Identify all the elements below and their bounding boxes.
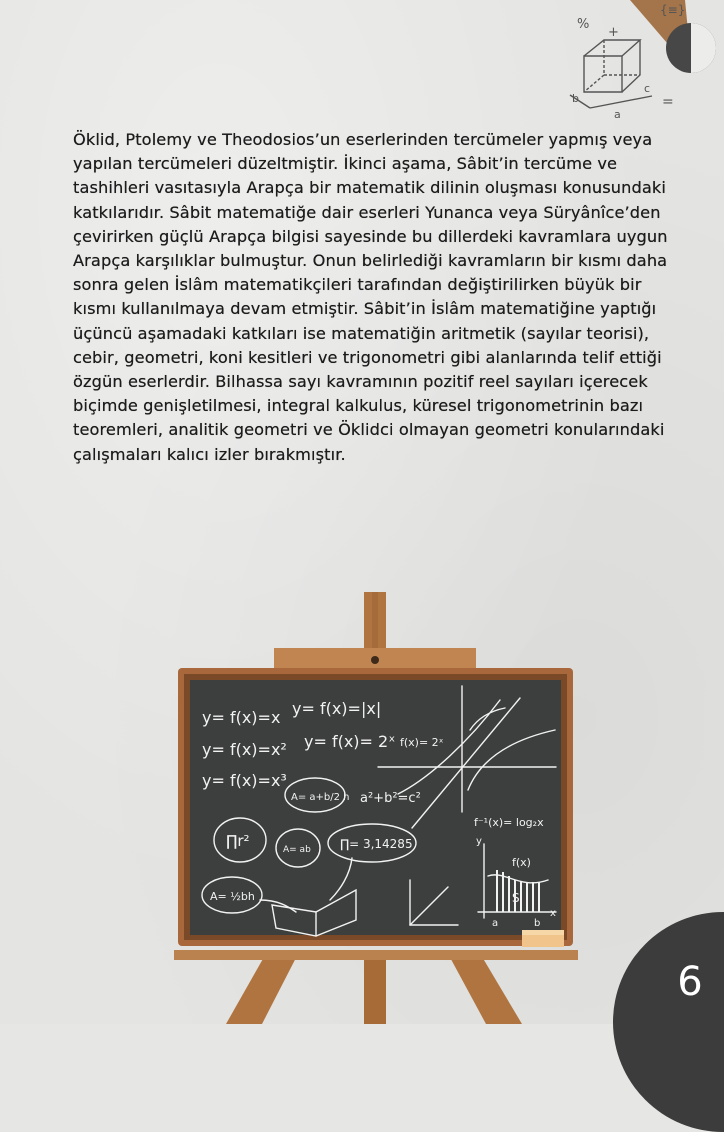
formula-square: y= f(x)=x² bbox=[202, 740, 287, 759]
formula-log: f⁻¹(x)= log₂x bbox=[474, 816, 544, 829]
easel-left-leg bbox=[226, 950, 300, 1024]
plus-symbol: + bbox=[608, 25, 619, 40]
body-paragraph: Öklid, Ptolemy ve Theodosios’un eserlerinden tercümeler yapmış veya yapılan tercümeleri düzeltmiştir. İkinci aşama, Sâbit’in tercüme ve tashihleri vasıtasıyla Arapça bir matematik dilinin oluşması konusundaki katkılarıdır. Sâbit matematiğe dair eserleri Yunanca veya Süryânîce’den çevirirken güçlü Arapça bilgisi sayesinde bu dillerdeki kavramlara uygun Arapça karşılıklar bulmuştur. Onun belirlediği kavramların bir kısmı daha sonra gelen İslâm matematikçileri tarafından değiştirilirken büyük bir kısmı kullanılmaya devam etmiştir. Sâbit’in İslâm matematiğine yaptığı üçüncü aşamadaki katkıları ise matematiğin aritmetik (sayılar teorisi), cebir, geometri, koni kesitleri ve trigonometri gibi alanlarında telif ettiği özgün eserlerdir. Bilhassa sayı kavramının pozitif reel sayıları içerecek biçimde genişletilmesi, integral kalkulus, küresel trigonometrinin bazı teoremleri, analitik geometri ve Öklidci olmayan geometri konularındaki çalışmaları kalıcı izler bırakmıştır. bbox=[73, 130, 668, 464]
label-a: a bbox=[614, 108, 621, 121]
formula-rect-area: A= ab bbox=[283, 845, 311, 855]
formula-triangle-area: A= ½bh bbox=[210, 890, 255, 903]
cube-top-shape bbox=[584, 40, 640, 56]
formula-circle-area: ∏r² bbox=[226, 832, 250, 850]
formula-identity: y= f(x)=x bbox=[202, 708, 281, 727]
label-fx: f(x) bbox=[512, 856, 531, 869]
clamp-knob bbox=[371, 656, 379, 664]
label-b: b bbox=[572, 92, 579, 105]
easel-center-leg bbox=[364, 950, 386, 1024]
equals-symbol: = bbox=[662, 94, 674, 110]
label-b: b bbox=[534, 918, 541, 929]
page-number: 6 bbox=[677, 959, 703, 1005]
label-x: x bbox=[550, 908, 556, 919]
label-s: S bbox=[512, 891, 520, 905]
brace-symbol: {≡} bbox=[660, 3, 686, 17]
half-circle-light bbox=[691, 23, 716, 73]
formula-cube: y= f(x)=x³ bbox=[202, 771, 287, 790]
chalkboard-illustration bbox=[0, 590, 724, 1024]
label-c: c bbox=[644, 82, 651, 95]
formula-exp-small: f(x)= 2ˣ bbox=[400, 736, 444, 749]
label-a: a bbox=[492, 918, 499, 929]
formula-exp: y= f(x)= 2ˣ bbox=[304, 732, 396, 751]
easel-bottom-shelf bbox=[174, 950, 578, 960]
formula-pi: ∏= 3,14285 bbox=[340, 837, 413, 851]
formula-pythagoras: a²+b²=c² bbox=[360, 791, 421, 806]
easel-right-leg bbox=[446, 950, 522, 1024]
label-y: y bbox=[476, 836, 482, 847]
formula-abs: y= f(x)=|x| bbox=[292, 699, 382, 718]
cube-front-shape bbox=[584, 56, 622, 92]
percent-symbol: % bbox=[577, 17, 590, 32]
formula-trapezoid: A= a+b/2 h bbox=[291, 792, 350, 803]
geometry-decoration bbox=[560, 0, 724, 125]
